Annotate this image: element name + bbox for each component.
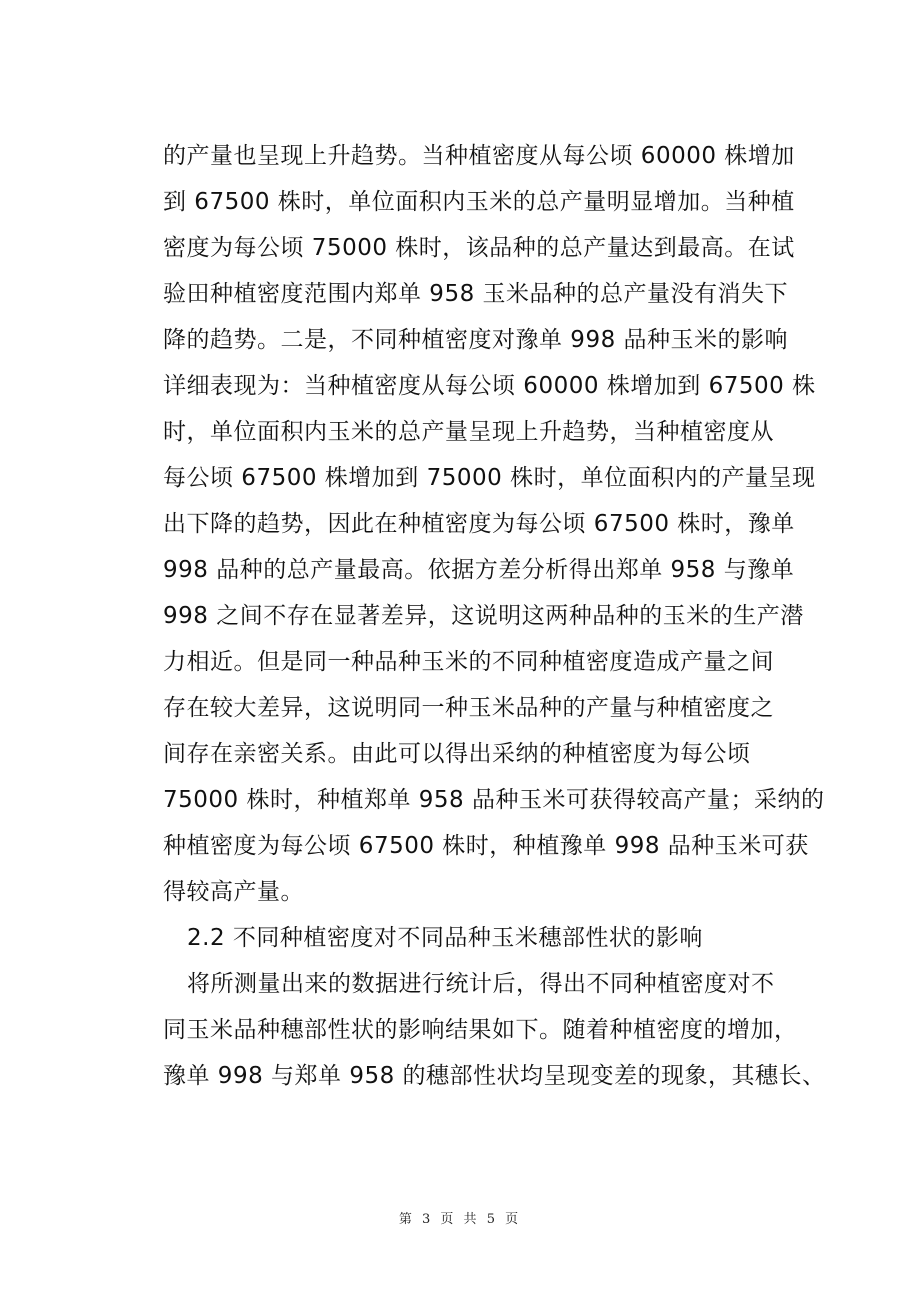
body-line-21: 豫单 998 与郑单 958 的穗部性状均呈现变差的现象，其穗长、 <box>163 1063 826 1089</box>
body-line-15: 75000 株时，种植郑单 958 品种玉米可获得较高产量；采纳的 <box>163 787 825 813</box>
body-line-2: 到 67500 株时，单位面积内玉米的总产量明显增加。当种植 <box>163 189 795 215</box>
body-line-10: 998 品种的总产量最高。依据方差分析得出郑单 958 与豫单 <box>163 557 795 583</box>
body-line-17: 得较高产量。 <box>163 879 304 905</box>
body-line-19: 将所测量出来的数据进行统计后，得出不同种植密度对不 <box>187 971 775 997</box>
page-number-footer: 第 3 页 共 5 页 <box>398 1212 522 1227</box>
section-heading: 2.2 不同种植密度对不同品种玉米穗部性状的影响 <box>187 925 703 951</box>
body-line-6: 详细表现为：当种植密度从每公顷 60000 株增加到 67500 株 <box>163 373 816 399</box>
body-line-12: 力相近。但是同一种品种玉米的不同种植密度造成产量之间 <box>163 649 774 675</box>
body-line-5: 降的趋势。二是，不同种植密度对豫单 998 品种玉米的影响 <box>163 327 789 353</box>
body-line-7: 时，单位面积内玉米的总产量呈现上升趋势，当种植密度从 <box>163 419 774 445</box>
body-line-4: 验田种植密度范围内郑单 958 玉米品种的总产量没有消失下 <box>163 281 789 307</box>
body-line-20: 同玉米品种穗部性状的影响结果如下。随着种植密度的增加， <box>163 1017 798 1043</box>
body-line-8: 每公顷 67500 株增加到 75000 株时，单位面积内的产量呈现 <box>163 465 816 491</box>
body-line-16: 种植密度为每公顷 67500 株时，种植豫单 998 品种玉米可获 <box>163 833 809 859</box>
body-line-11: 998 之间不存在显著差异，这说明这两种品种的玉米的生产潜 <box>163 603 804 629</box>
body-line-13: 存在较大差异，这说明同一种玉米品种的产量与种植密度之 <box>163 695 774 721</box>
body-line-14: 间存在亲密关系。由此可以得出采纳的种植密度为每公顷 <box>163 741 751 767</box>
body-line-1: 的产量也呈现上升趋势。当种植密度从每公顷 60000 株增加 <box>163 143 795 169</box>
body-line-3: 密度为每公顷 75000 株时，该品种的总产量达到最高。在试 <box>163 235 795 261</box>
body-line-9: 出下降的趋势，因此在种植密度为每公顷 67500 株时，豫单 <box>163 511 795 537</box>
